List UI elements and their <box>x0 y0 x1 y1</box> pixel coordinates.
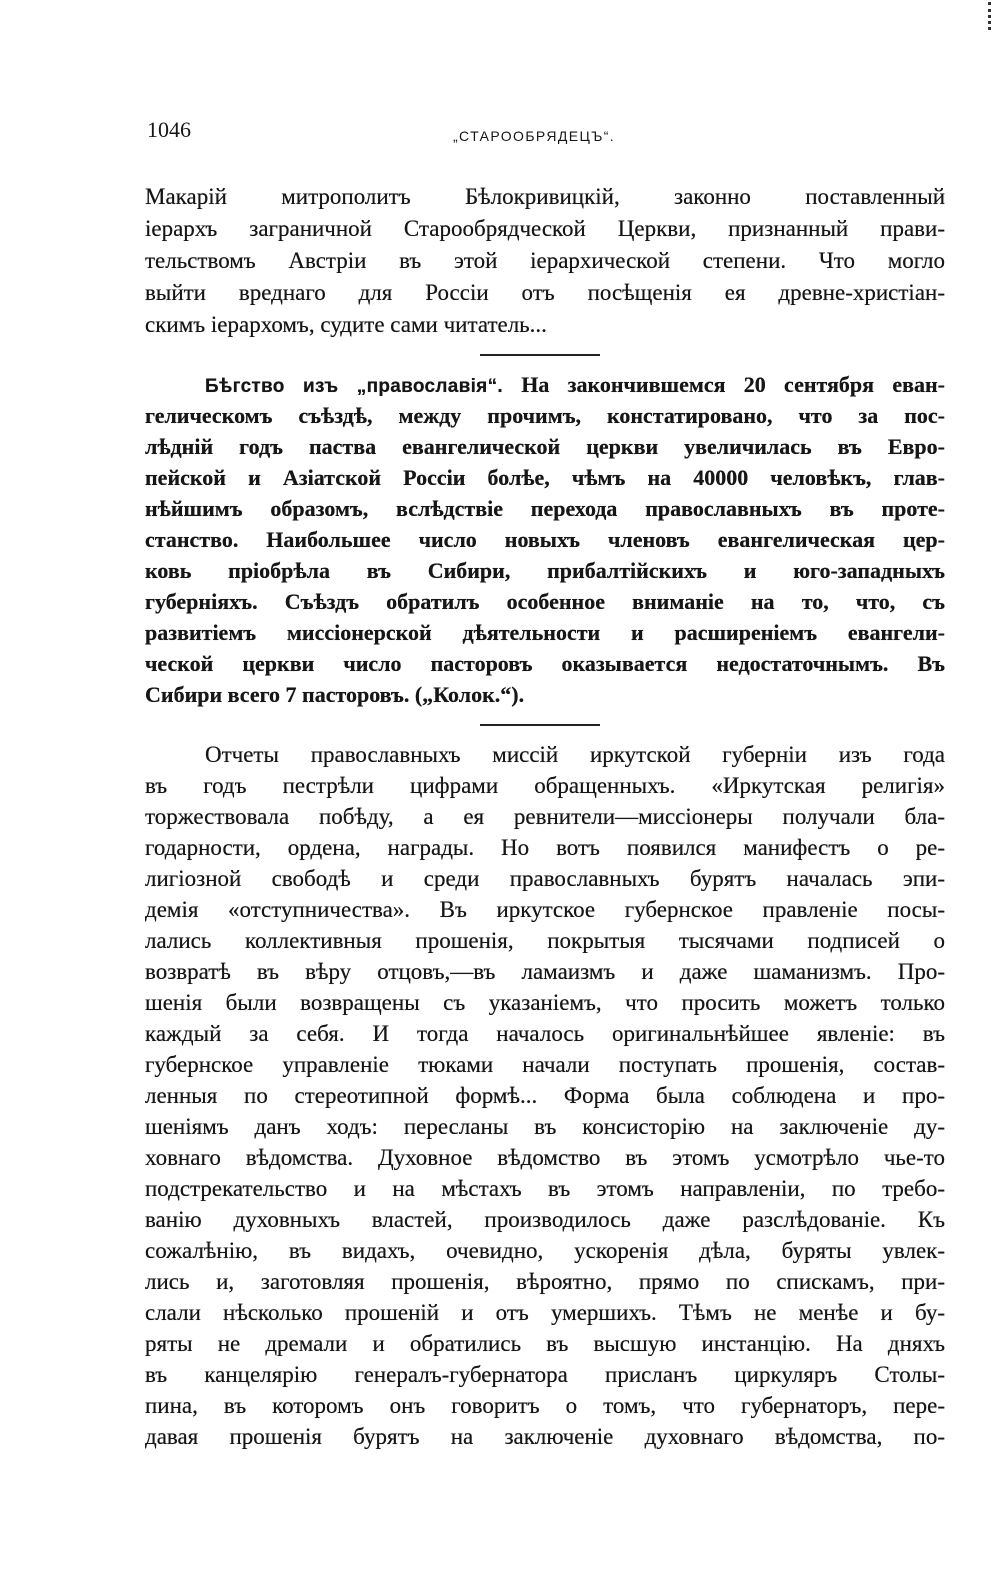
text-line: развитіемъ миссіонерской дѣятельности и расширеніемъ евангели- <box>145 620 945 645</box>
text-line: шеніямъ данъ ходъ: пересланы въ консисторію на заключеніе ду- <box>145 1114 945 1139</box>
text-line: слали нѣсколько прошеній и отъ умершихъ. Тѣмъ не менѣе и бу- <box>145 1300 945 1325</box>
text-line: въ годъ пестрѣли цифрами обращенныхъ. «Иркутская религія» <box>145 773 945 798</box>
text-line: лись и, заготовляя прошенія, вѣроятно, прямо по спискамъ, при- <box>145 1269 945 1294</box>
text-line: губернское управленіе тюками начали поступать прошенія, состав- <box>145 1052 945 1077</box>
text-line: ряты не дремали и обратились въ высшую инстанцію. На дняхъ <box>145 1331 945 1356</box>
text-line: каждый за себя. И тогда началось оригинальнѣйшее явленіе: въ <box>145 1021 945 1046</box>
text-line: выйти вреднаго для Россіи отъ посѣщенія ея древне-христіан- <box>145 280 945 305</box>
text-line: подстрекательство и на мѣстахъ въ этомъ направленіи, по требо- <box>145 1176 945 1201</box>
text-line: ванію духовныхъ властей, производилось даже разслѣдованіе. Къ <box>145 1207 945 1232</box>
text-line: лѣдній годъ паства евангелической церкви увеличилась въ Евро- <box>145 434 945 459</box>
text-line: тельствомъ Австріи въ этой іерархической степени. Что могло <box>145 248 945 273</box>
page-number: 1046 <box>147 117 191 142</box>
text-line: шенія были возвращены съ указаніемъ, что просить можетъ только <box>145 990 945 1015</box>
text-line: станство. Наибольшее число новыхъ членовъ евангелическая цер- <box>145 527 945 552</box>
section-divider <box>480 724 600 726</box>
text-line: Сибири всего 7 пасторовъ. („Колок.“). <box>145 682 525 707</box>
text-line: возвратѣ въ вѣру отцовъ,—въ ламаизмъ и даже шаманизмъ. Про- <box>145 959 945 984</box>
section-lead-title: Бѣгство изъ „православія“. <box>205 376 503 397</box>
scan-artifact-mark <box>988 2 995 30</box>
text-line: пина, въ которомъ онъ говоритъ о томъ, что губернаторъ, пере- <box>145 1393 945 1418</box>
text-line: сожалѣнію, въ видахъ, очевидно, ускоренія дѣла, буряты увлек- <box>145 1238 945 1263</box>
text-line: торжествовала побѣду, а ея ревнители—миссіонеры получали бла- <box>145 804 945 829</box>
text-line: Отчеты православныхъ миссій иркутской губерніи изъ года <box>205 742 945 767</box>
text-line: губерніяхъ. Съѣздъ обратилъ особенное вниманіе на то, что, съ <box>145 589 945 614</box>
text-line: Макарій митрополитъ Бѣлокривицкій, законно поставленный <box>145 184 945 209</box>
text-line: ленныя по стереотипной формѣ... Форма была соблюдена и про- <box>145 1083 945 1108</box>
text-line: давая прошенія бурятъ на заключеніе духовнаго вѣдомства, по- <box>145 1424 945 1449</box>
text-line: демія «отступничества». Въ иркутское губернское правленіе посы- <box>145 897 945 922</box>
text-line: ческой церкви число пасторовъ оказывается недостаточнымъ. Въ <box>145 651 945 676</box>
running-title: „СТАРООБРЯДЕЦЪ“. <box>453 128 616 144</box>
text-line: лигіозной свободѣ и среди православныхъ бурятъ началась эпи- <box>145 866 945 891</box>
text-line: лались коллективныя прошенія, покрытыя тысячами подписей о <box>145 928 945 953</box>
text-line: въ канцелярію генералъ-губернатора присланъ циркуляръ Столы- <box>145 1362 945 1387</box>
paragraph-makariy <box>145 181 945 341</box>
text-line: пейской и Азіатской Россіи болѣе, чѣмъ на 40000 человѣкъ, глав- <box>145 465 945 490</box>
text-line: ковь пріобрѣла въ Сибири, прибалтійскихъ и юго-западныхъ <box>145 558 945 583</box>
section-divider <box>480 354 600 356</box>
text-line <box>145 369 945 400</box>
paragraph-otchety <box>145 739 945 1452</box>
text-line: іерархъ заграничной Старообрядческой Церкви, признанный прави- <box>145 216 945 241</box>
text-line: нѣйшимъ образомъ, вслѣдствіе перехода православныхъ въ проте- <box>145 496 945 521</box>
text-line: гелическомъ съѣздѣ, между прочимъ, констатировано, что за пос- <box>145 403 945 428</box>
text-line: скимъ іерархомъ, судите сами читатель... <box>145 312 547 337</box>
text-line: годарности, ордена, награды. Но вотъ появился манифестъ о ре- <box>145 835 945 860</box>
text-line: ховнаго вѣдомства. Духовное вѣдомство въ этомъ усмотрѣло чье-то <box>145 1145 945 1170</box>
text-line-rest: На закончившемся 20 сентября еван- <box>521 372 945 397</box>
paragraph-begstvo <box>145 369 945 710</box>
